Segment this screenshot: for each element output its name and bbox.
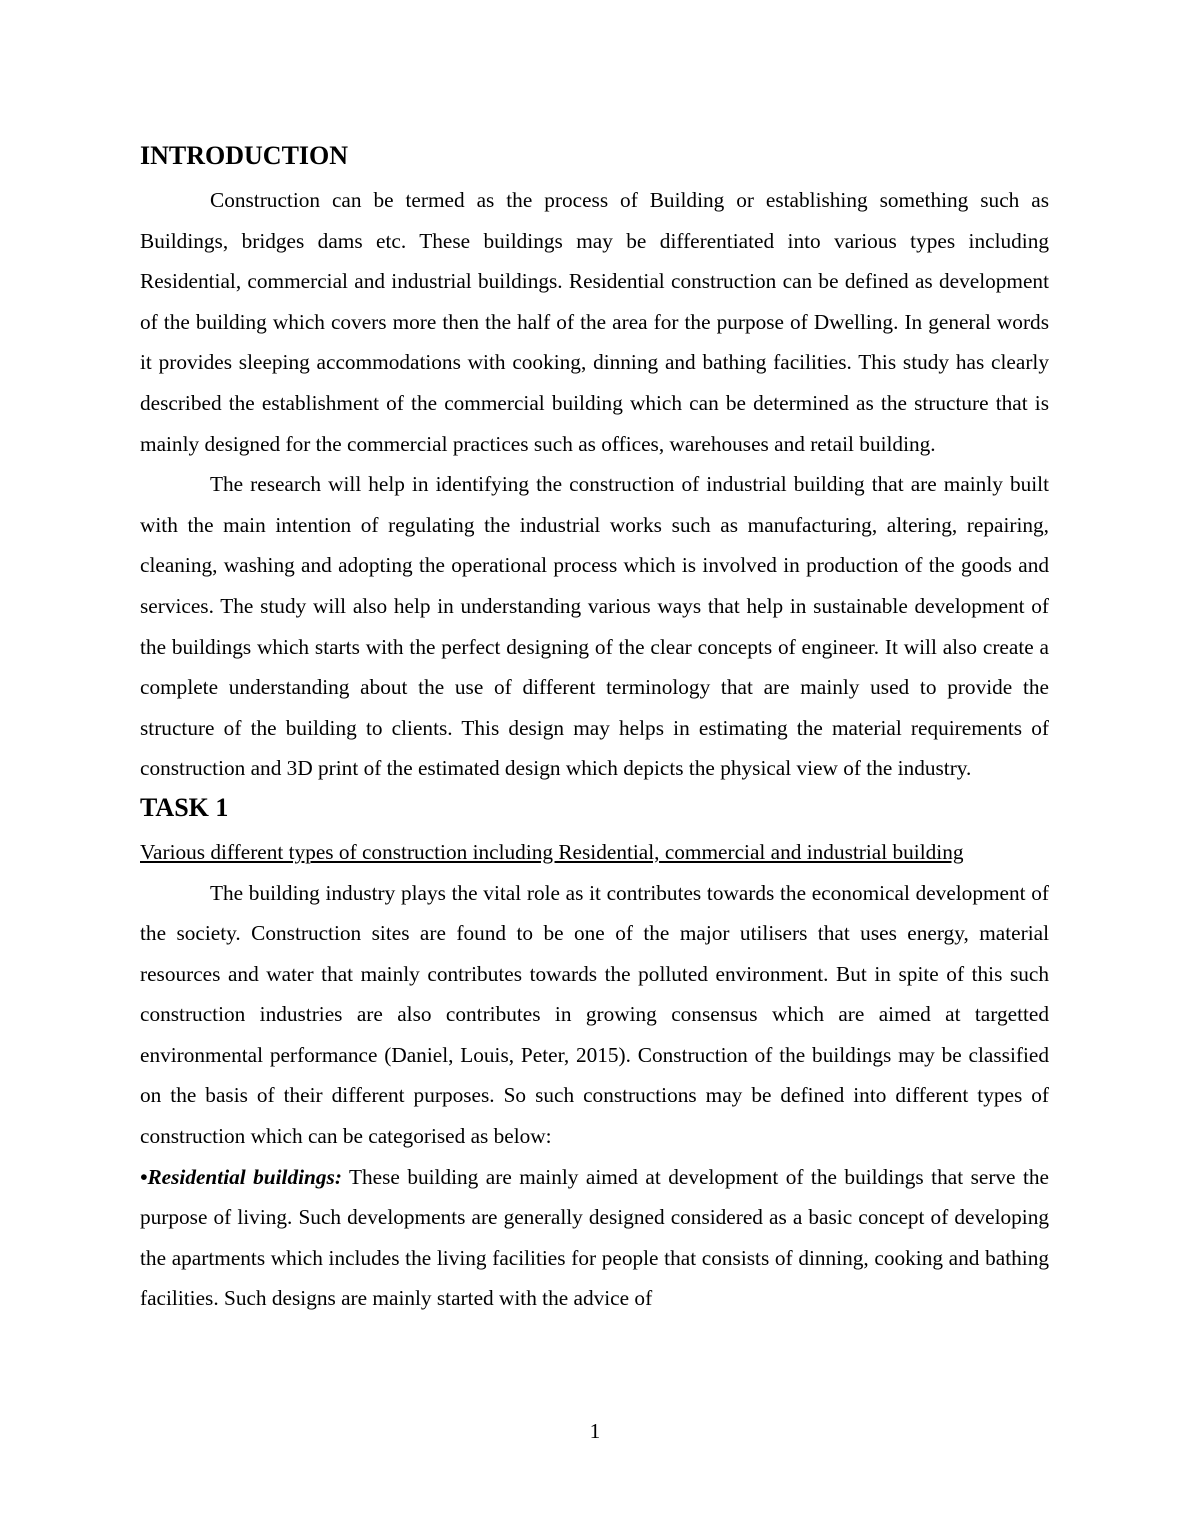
- bullet-residential-buildings: [140, 1157, 1049, 1319]
- task-1-paragraph: The building industry plays the vital role as it contributes towards the economical development of the society. Construction sites are found to be one of the major utilisers that uses energy, material resources and water that mainly contributes towards the polluted environment. But in spite of this such construction industries are also contributes in growing consensus which are aimed at targetted environmental performance (Daniel, Louis, Peter, 2015). Construction of the buildings may be classified on the basis of their different purposes. So such constructions may be defined into different types of construction which can be categorised as below:: [140, 880, 1049, 1149]
- introduction-heading: INTRODUCTION: [140, 141, 349, 170]
- introduction-paragraph-2: The research will help in identifying the construction of industrial building that are mainly built with the main intention of regulating the industrial works such as manufacturing, altering, repairing, cleaning, washing and adopting the operational process which is involved in production of the goods and services. The study will also help in understanding various ways that help in sustainable development of the buildings which starts with the perfect designing of the clear concepts of engineer. It will also create a complete understanding about the use of different terminology that are mainly used to provide the structure of the building to clients. This design may helps in estimating the material requirements of construction and 3D print of the estimated design which depicts the physical view of the industry.: [140, 472, 1049, 781]
- introduction-paragraph-1: Construction can be termed as the process of Building or establishing something such as Buildings, bridges dams etc. These buildings may be differentiated into various types including Residential, commercial and industrial buildings. Residential construction can be defined as development of the building which covers more then the half of the area for the purpose of Dwelling. In general words it provides sleeping accommodations with cooking, dinning and bathing facilities. This study has clearly described the establishment of the commercial building which can be determined as the structure that is mainly designed for the commercial practices such as offices, warehouses and retail building.: [140, 188, 1049, 456]
- bullet-lead-text: Residential buildings:: [147, 1164, 342, 1189]
- bullet-body-text: These building are mainly aimed at development of the buildings that serve the purpose of living. Such developments are generally designed considered as a basic concept of developing the apartments which includes the living facilities for people that consists of dinning, cooking and bathing facilities. Such designs are mainly started with the advice of: [140, 1164, 1050, 1311]
- task-1-subheading: Various different types of construction including Residential, commercial and industrial building: [140, 839, 964, 864]
- page-content: [140, 139, 1049, 1319]
- task-1-heading: TASK 1: [140, 792, 229, 822]
- page-number: 1: [589, 1419, 601, 1443]
- bullet-marker: •: [140, 1164, 148, 1189]
